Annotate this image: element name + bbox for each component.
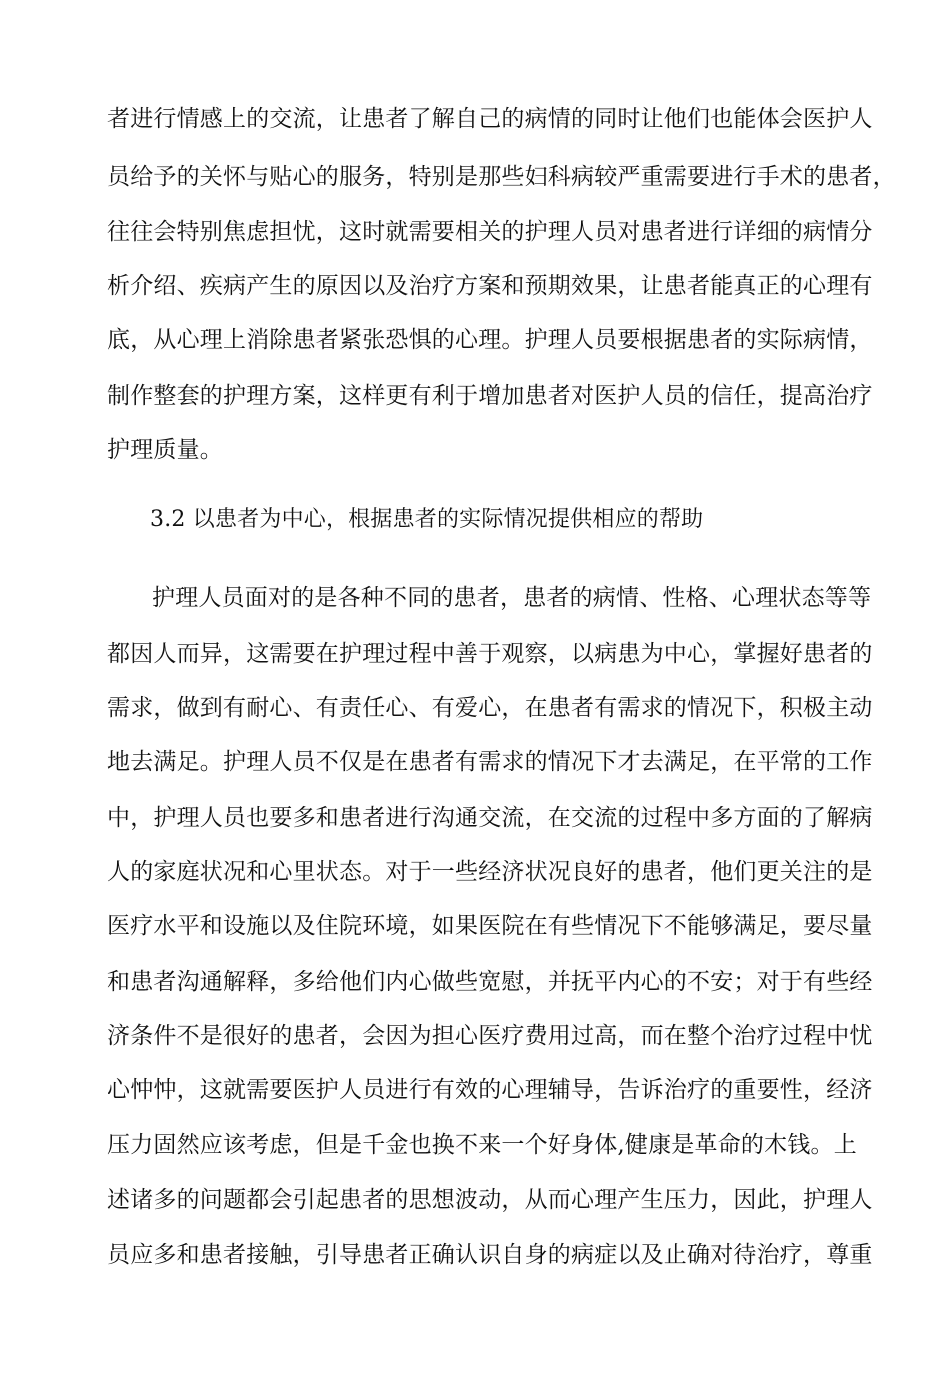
- paragraph-2-line-1: 护理人员面对的是各种不同的患者，患者的病情、性格、心理状态等等: [152, 585, 872, 611]
- paragraph-2-line-10: 心忡忡，这就需要医护人员进行有效的心理辅导，告诉治疗的重要性，经济: [107, 1077, 873, 1103]
- section-heading: 3.2 以患者为中心，根据患者的实际情况提供相应的帮助: [150, 507, 704, 532]
- paragraph-2-line-9: 济条件不是很好的患者，会因为担心医疗费用过高，而在整个治疗过程中忧: [107, 1023, 873, 1049]
- paragraph-1-line-5: 底，从心理上消除患者紧张恐惧的心理。护理人员要根据患者的实际病情，: [107, 327, 873, 353]
- paragraph-2-line-13: 员应多和患者接触，引导患者正确认识自身的病症以及止确对待治疗，尊重: [107, 1242, 873, 1268]
- paragraph-2-line-7: 医疗水平和设施以及住院环境，如果医院在有些情况下不能够满足，要尽量: [107, 913, 873, 939]
- paragraph-2-line-2: 都因人而异，这需要在护理过程中善于观察，以病患为中心，掌握好患者的: [107, 641, 873, 667]
- paragraph-1-line-7: 护理质量。: [107, 437, 223, 463]
- paragraph-1-line-6: 制作整套的护理方案，这样更有利于增加患者对医护人员的信任，提高治疗: [107, 383, 873, 409]
- paragraph-2-line-12: 述诸多的问题都会引起患者的思想波动，从而心理产生压力，因此，护理人: [107, 1187, 873, 1213]
- paragraph-2-line-6: 人的家庭状况和心里状态。对于一些经济状况良好的患者，他们更关注的是: [107, 859, 873, 885]
- paragraph-2-line-5: 中，护理人员也要多和患者进行沟通交流，在交流的过程中多方面的了解病: [107, 805, 873, 831]
- paragraph-1-line-4: 析介绍、疾病产生的原因以及治疗方案和预期效果，让患者能真正的心理有: [107, 273, 873, 299]
- paragraph-2-line-4: 地去满足。护理人员不仅是在患者有需求的情况下才去满足，在平常的工作: [107, 749, 873, 775]
- paragraph-1-line-2: 员给予的关怀与贴心的服务，特别是那些妇科病较严重需要进行手术的患者，: [107, 164, 896, 190]
- paragraph-1-line-1: 者进行情感上的交流，让患者了解自己的病情的同时让他们也能体会医护人: [107, 106, 873, 132]
- paragraph-2-line-8: 和患者沟通解释，多给他们内心做些宽慰，并抚平内心的不安；对于有些经: [107, 969, 873, 995]
- paragraph-2-line-11: 压力固然应该考虑，但是千金也换不来一个好身体,健康是革命的木钱。上: [107, 1132, 857, 1158]
- paragraph-2-line-3: 需求，做到有耐心、有责任心、有爱心，在患者有需求的情况下，积极主动: [107, 695, 873, 721]
- paragraph-1-line-3: 往往会特别焦虑担忧，这时就需要相关的护理人员对患者进行详细的病情分: [107, 219, 873, 245]
